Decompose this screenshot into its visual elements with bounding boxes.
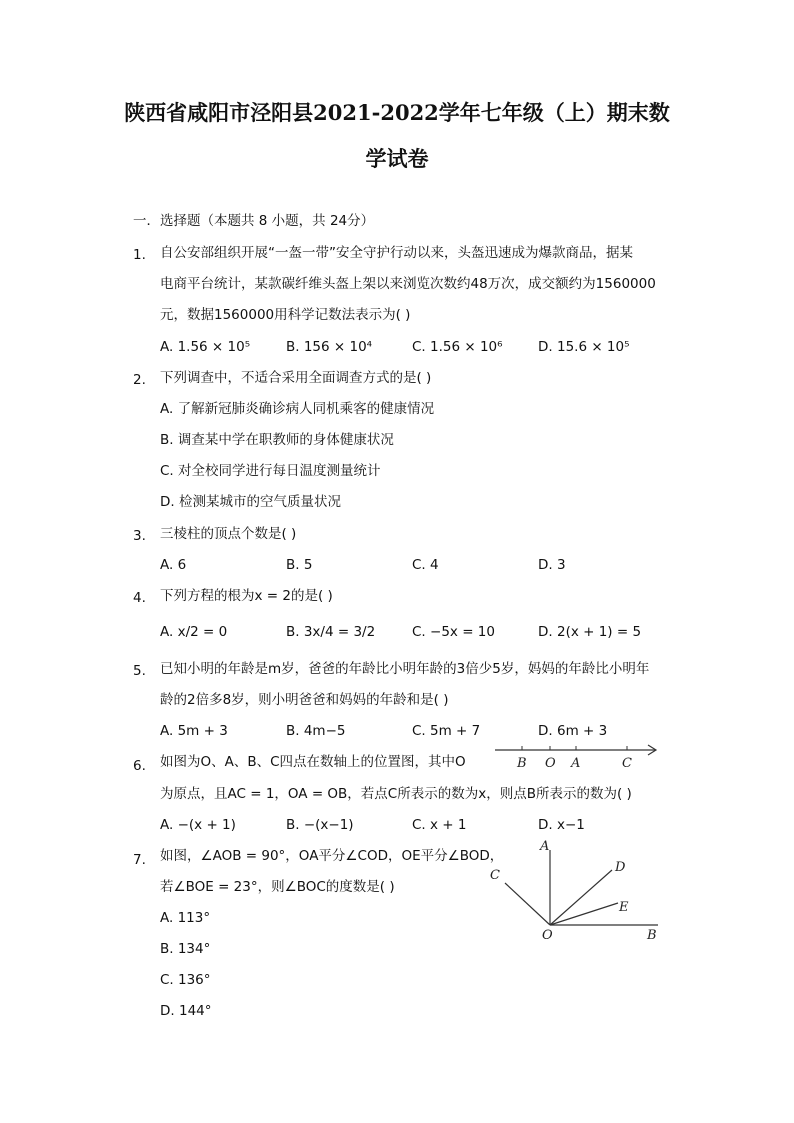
question-5-line-1: 已知小明的年龄是m岁，爸爸的年龄比小明年龄的3倍少5岁，妈妈的年龄比小明年 (160, 661, 650, 677)
question-6-option-a[interactable]: A. −(x + 1) (160, 817, 236, 833)
question-5-line-2: 龄的2倍多8岁，则小明爸爸和妈妈的年龄和是( ) (160, 692, 449, 708)
question-4-option-c[interactable]: C. −5x = 10 (412, 624, 495, 640)
question-5-option-c[interactable]: C. 5m + 7 (412, 723, 481, 739)
question-7-number: 7. (133, 852, 146, 868)
question-3-option-c[interactable]: C. 4 (412, 557, 439, 573)
ray-od (550, 870, 612, 925)
question-4-option-a[interactable]: A. x/2 = 0 (160, 624, 228, 640)
question-1-line-3: 元，数据1560000用科学记数法表示为( ) (160, 307, 411, 323)
label-e: E (619, 900, 629, 915)
question-2-option-b[interactable]: B. 调查某中学在职教师的身体健康状况 (160, 432, 394, 448)
question-3-option-b[interactable]: B. 5 (286, 557, 313, 573)
question-1-line-2: 电商平台统计，某款碳纤维头盔上架以来浏览次数约48万次，成交额约为1560000 (160, 276, 656, 292)
question-7-line-2: 若∠BOE = 23°，则∠BOC的度数是( ) (160, 879, 395, 895)
label-o: O (545, 756, 556, 771)
question-7-line-1: 如图，∠AOB = 90°，OA平分∠COD，OE平分∠BOD， (160, 848, 504, 864)
question-4-number: 4. (133, 590, 146, 606)
question-2-option-d[interactable]: D. 检测某城市的空气质量状况 (160, 494, 341, 510)
question-4-line-1: 下列方程的根为x = 2的是( ) (160, 588, 333, 604)
question-7-option-a[interactable]: A. 113° (160, 910, 211, 926)
question-1-option-c[interactable]: C. 1.56 × 10⁶ (412, 339, 503, 355)
question-2-option-a[interactable]: A. 了解新冠肺炎确诊病人同机乘客的健康情况 (160, 401, 435, 417)
question-4-option-d[interactable]: D. 2(x + 1) = 5 (538, 624, 642, 640)
question-6-option-d[interactable]: D. x−1 (538, 817, 585, 833)
question-5-number: 5. (133, 663, 146, 679)
ray-oe (550, 903, 618, 925)
section-heading: 一．选择题（本题共 8 小题，共 24分） (133, 213, 375, 229)
title-line-2: 学试卷 (365, 146, 429, 171)
question-4-option-b[interactable]: B. 3x/4 = 3/2 (286, 624, 376, 640)
question-1-option-b[interactable]: B. 156 × 10⁴ (286, 339, 373, 355)
question-1-option-a[interactable]: A. 1.56 × 10⁵ (160, 339, 251, 355)
label-a: A (540, 839, 550, 854)
question-3-option-a[interactable]: A. 6 (160, 557, 187, 573)
label-c: C (490, 868, 500, 883)
question-1-option-d[interactable]: D. 15.6 × 10⁵ (538, 339, 630, 355)
question-5-option-b[interactable]: B. 4m−5 (286, 723, 346, 739)
ray-oc (505, 883, 550, 925)
title-line-1: 陕西省咸阳市泾阳县2021-2022学年七年级（上）期末数 (124, 100, 670, 125)
question-3-option-d[interactable]: D. 3 (538, 557, 566, 573)
question-7-option-c[interactable]: C. 136° (160, 972, 211, 988)
label-b: B (647, 928, 657, 943)
label-a: A (571, 756, 581, 771)
question-2-number: 2. (133, 372, 146, 388)
question-5-option-d[interactable]: D. 6m + 3 (538, 723, 608, 739)
question-7-option-d[interactable]: D. 144° (160, 1003, 212, 1019)
question-1-number: 1. (133, 247, 146, 263)
label-o: O (542, 928, 553, 943)
question-3-number: 3. (133, 528, 146, 544)
question-7-option-b[interactable]: B. 134° (160, 941, 211, 957)
question-2-option-c[interactable]: C. 对全校同学进行每日温度测量统计 (160, 463, 381, 479)
question-1-line-1: 自公安部组织开展“一盔一带”安全守护行动以来，头盔迅速成为爆款商品，据某 (160, 245, 633, 261)
label-c: C (622, 756, 632, 771)
question-6-line-2: 为原点，且AC = 1，OA = OB，若点C所表示的数为x，则点B所表示的数为( ) (160, 786, 632, 802)
number-line-figure (490, 738, 665, 774)
angle-figure (480, 835, 670, 950)
question-6-option-b[interactable]: B. −(x−1) (286, 817, 354, 833)
question-3-line-1: 三棱柱的顶点个数是( ) (160, 526, 297, 542)
question-6-line-1: 如图为O、A、B、C四点在数轴上的位置图，其中O (160, 754, 466, 770)
label-b: B (517, 756, 527, 771)
question-6-option-c[interactable]: C. x + 1 (412, 817, 467, 833)
question-5-option-a[interactable]: A. 5m + 3 (160, 723, 228, 739)
question-2-line-1: 下列调查中，不适合采用全面调查方式的是( ) (160, 370, 432, 386)
label-d: D (615, 860, 626, 875)
question-6-number: 6. (133, 758, 146, 774)
